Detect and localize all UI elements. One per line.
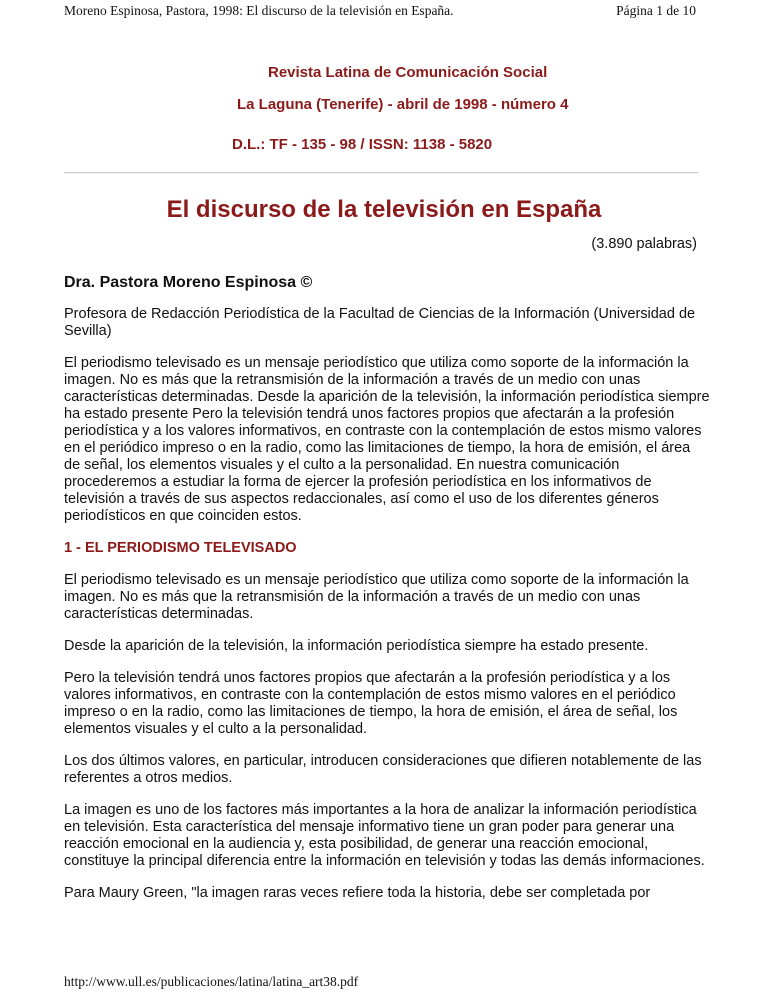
- body-paragraph: Desde la aparición de la televisión, la información periodística siempre ha estado presente.: [64, 638, 649, 654]
- body-paragraph: El periodismo televisado es un mensaje periodístico que utiliza como soporte de la información la imagen. No es más que la retransmisión de la información a través de un medio con unas características determinadas.: [64, 572, 689, 622]
- page-number: Página 1 de 10: [616, 3, 696, 18]
- print-footer-url: http://www.ull.es/publicaciones/latina/latina_art38.pdf: [64, 974, 359, 989]
- body-paragraph: Para Maury Green, "la imagen raras veces refiere toda la historia, debe ser completada por: [64, 885, 651, 901]
- abstract-paragraph: El periodismo televisado es un mensaje periodístico que utiliza como soporte de la información la imagen. No es más que la retransmisión de la información a través de un medio con unas características determinadas. Desde la aparición de la televisión, la información periodística siempre ha estado presente Pero la televisión tendrá unos factores propios que afectarán a la profesión periodística y a los valores informativos, en contraste con la contemplación de estos mismo valores en el periódico impreso o en la radio, como las limitaciones de tiempo, la hora de emisión, el área de señal, los elementos visuales y el culto a la personalidad. En nuestra comunicación procederemos a estudiar la forma de ejercer la profesión periodística en los informativos de televisión a través de sus aspectos redaccionales, así como el uso de los diferentes géneros periodísticos en que coinciden estos.: [64, 355, 710, 524]
- journal-name: Revista Latina de Comunicación Social: [268, 64, 548, 81]
- issue-info: La Laguna (Tenerife) - abril de 1998 - número 4: [237, 96, 569, 113]
- body-paragraph: La imagen es uno de los factores más importantes a la hora de analizar la información periodística en televisión. Esta característica del mensaje informativo tiene un gran poder para generar una reacción emocional en la audiencia y, esta posibilidad, de generar una reacción emocional, constituye la principal diferencia entre la información en televisión y todas las demás informaciones.: [64, 802, 705, 869]
- author-name: Dra. Pastora Moreno Espinosa ©: [64, 274, 313, 291]
- author-affiliation: Profesora de Redacción Periodística de la Facultad de Ciencias de la Información (Universidad de Sevilla): [64, 306, 696, 339]
- body-paragraph: Los dos últimos valores, en particular, introducen consideraciones que difieren notablemente de las referentes a otros medios.: [64, 753, 702, 786]
- body-paragraph: Pero la televisión tendrá unos factores propios que afectarán a la profesión periodística y a los valores informativos, en contraste con la contemplación de estos mismo valores en el periódico impreso o en la radio, como las limitaciones de tiempo, la hora de emisión, el área de señal, los elementos visuales y el culto a la personalidad.: [64, 670, 678, 737]
- word-count: (3.890 palabras): [591, 236, 697, 252]
- print-header-title: Moreno Espinosa, Pastora, 1998: El discurso de la televisión en España.: [64, 3, 454, 18]
- legal-issn: D.L.: TF - 135 - 98 / ISSN: 1138 - 5820: [232, 136, 493, 153]
- print-header: [0, 0, 768, 22]
- section-heading: 1 - EL PERIODISMO TELEVISADO: [64, 540, 297, 556]
- header-divider: [64, 172, 698, 174]
- article-body: [64, 306, 710, 917]
- article-title: El discurso de la televisión en España: [166, 196, 602, 223]
